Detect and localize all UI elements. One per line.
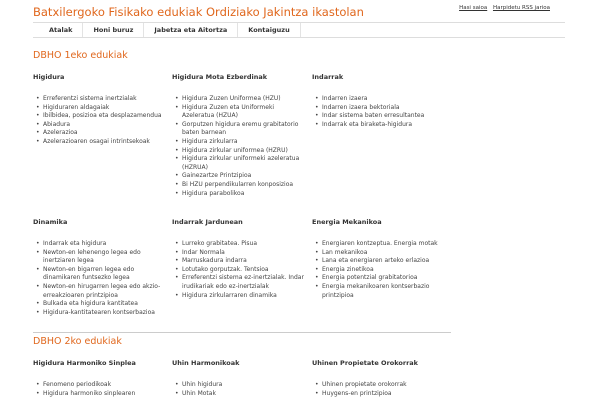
topic-link[interactable]: • Marruskadura indarra: [182, 257, 307, 266]
topic-list: [33, 381, 168, 398]
category-higidura: [33, 73, 168, 147]
topic-link[interactable]: • Higidura harmoniko sinplearen: [43, 390, 168, 399]
topic-link[interactable]: • Bulkada eta higidura kantitatea: [43, 300, 168, 309]
topic-link[interactable]: • Lan mekanikoa: [322, 249, 447, 258]
nav-item-atalak[interactable]: Atalak: [33, 23, 83, 37]
topic-link[interactable]: • Newton-en bigarren legea edo dinamikaren funtsezko legea: [43, 266, 168, 283]
topic-link[interactable]: • Fenomeno periodikoak: [43, 381, 168, 390]
category-uhin-harmonikoak: [172, 359, 307, 398]
topic-link[interactable]: • Higiduraren aldagaiak: [43, 104, 168, 113]
topic-link[interactable]: • Newton-en lehenengo legea edo inertziaren legea: [43, 249, 168, 266]
nav-item-honi-buruz[interactable]: Honi buruz: [83, 23, 144, 37]
topic-link[interactable]: • Lana eta energiaren arteko erlazioa: [322, 257, 447, 266]
topic-link[interactable]: • Azelerazioa: [43, 129, 168, 138]
topic-link[interactable]: • Huygens-en printzipioa: [322, 390, 447, 399]
category-dinamika: [33, 218, 168, 317]
topic-list: [312, 95, 447, 129]
site-title[interactable]: Batxilergoko Fisikako edukiak Ordiziako Jakintza ikastolan: [33, 5, 364, 19]
main-nav: [33, 22, 565, 38]
topic-list: [172, 240, 307, 300]
top-links: [455, 5, 550, 11]
topic-list: [172, 381, 307, 398]
topic-link[interactable]: • Higidura zirkularra: [182, 138, 307, 147]
category-title[interactable]: Indarrak Jardunean: [172, 218, 243, 226]
topic-list: [312, 381, 447, 398]
topic-link[interactable]: • Gorputzen higidura eremu grabitatorio baten barnean: [182, 121, 307, 138]
category-higidura-mota: [172, 73, 307, 198]
topic-link[interactable]: • Gainezartze Printzipioa: [182, 172, 307, 181]
topic-link[interactable]: • Indar Normala: [182, 249, 307, 258]
topic-link[interactable]: • Higidura zirkular uniformea (HZRU): [182, 147, 307, 156]
topic-list: [312, 240, 447, 300]
topic-link[interactable]: • Indarren izaera: [322, 95, 447, 104]
section-title-dbho1: DBHO 1eko edukiak: [33, 50, 128, 61]
category-title[interactable]: Energia Mekanikoa: [312, 218, 382, 226]
topic-link[interactable]: • Energia potentzial grabitatorioa: [322, 274, 447, 283]
rss-link[interactable]: Harpidetu RSS jarioa: [492, 5, 550, 11]
category-title[interactable]: Uhinen Propietate Orokorrak: [312, 359, 418, 367]
topic-link[interactable]: • Uhin Motak: [182, 390, 307, 399]
category-title[interactable]: Dinamika: [33, 218, 68, 226]
topic-link[interactable]: • Higidura Zuzen eta Uniformeki Azeleratua (HZUA): [182, 104, 307, 121]
nav-item-jabetza[interactable]: Jabetza eta Aitortza: [144, 23, 238, 37]
category-indarrak-jardunean: [172, 218, 307, 300]
topic-link[interactable]: • Lurreko grabitatea. Pisua: [182, 240, 307, 249]
topic-list: [33, 95, 168, 147]
topic-link[interactable]: • Erreferentzi sistema ez-inertzialak. Indar irudikariak edo ez-inertzialak: [182, 274, 307, 291]
topic-link[interactable]: • Abiadura: [43, 121, 168, 130]
topic-link[interactable]: • Indarrak eta biraketa-higidura: [322, 121, 447, 130]
login-link[interactable]: Hasi saioa: [459, 5, 488, 11]
topic-link[interactable]: • Lotutako gorputzak. Tentsioa: [182, 266, 307, 275]
topic-link[interactable]: • Indarren izaera bektoriala: [322, 104, 447, 113]
category-title[interactable]: Uhin Harmonikoak: [172, 359, 240, 367]
topic-link[interactable]: • Indarrak eta higidura: [43, 240, 168, 249]
topic-list: [172, 95, 307, 198]
category-title[interactable]: Higidura Mota Ezberdinak: [172, 73, 268, 81]
topic-link[interactable]: • Higidura zirkularraren dinamika: [182, 292, 307, 301]
topic-link[interactable]: • Uhinen propietate orokorrak: [322, 381, 447, 390]
topic-link[interactable]: • Erreferentzi sistema inertzialak: [43, 95, 168, 104]
topic-link[interactable]: • Energia zinetikoa: [322, 266, 447, 275]
section-divider: [33, 332, 451, 333]
topic-link[interactable]: • Newton-en hirugarren legea edo akzio-erreakzioaren printzipioa: [43, 283, 168, 300]
topic-link[interactable]: • Uhin higidura: [182, 381, 307, 390]
topic-link[interactable]: • Higidura Zuzen Uniformea (HZU): [182, 95, 307, 104]
category-title[interactable]: Higidura: [33, 73, 65, 81]
topic-link[interactable]: • Ibilbidea, posizioa eta desplazamendua: [43, 112, 168, 121]
category-uhinen-propietateak: [312, 359, 447, 398]
topic-list: [33, 240, 168, 317]
topic-link[interactable]: • Higidura-kantitatearen kontserbazioa: [43, 309, 168, 318]
nav-item-kontaiguzu[interactable]: Kontaiguzu: [238, 23, 300, 37]
topic-link[interactable]: • Bi HZU perpendikularren konposizioa: [182, 181, 307, 190]
topic-link[interactable]: • Energiaren kontzeptua. Energia motak: [322, 240, 447, 249]
section-title-dbho2: DBHO 2ko edukiak: [33, 336, 122, 347]
category-title[interactable]: Higidura Harmoniko Sinplea: [33, 359, 136, 367]
topic-link[interactable]: • Indar sistema baten erresultantea: [322, 112, 447, 121]
topic-link[interactable]: • Azelerazioaren osagai intrintsekoak: [43, 138, 168, 147]
category-title[interactable]: Indarrak: [312, 73, 344, 81]
topic-link[interactable]: • Higidura zirkular uniformeki azeleratua (HZRUA): [182, 155, 307, 172]
topic-link[interactable]: • Energia mekanikoaren kontserbazio printzipioa: [322, 283, 447, 300]
topic-link[interactable]: • Higidura parabolikoa: [182, 190, 307, 199]
category-hhs: [33, 359, 168, 398]
category-indarrak: [312, 73, 447, 129]
category-energia-mekanikoa: [312, 218, 447, 300]
